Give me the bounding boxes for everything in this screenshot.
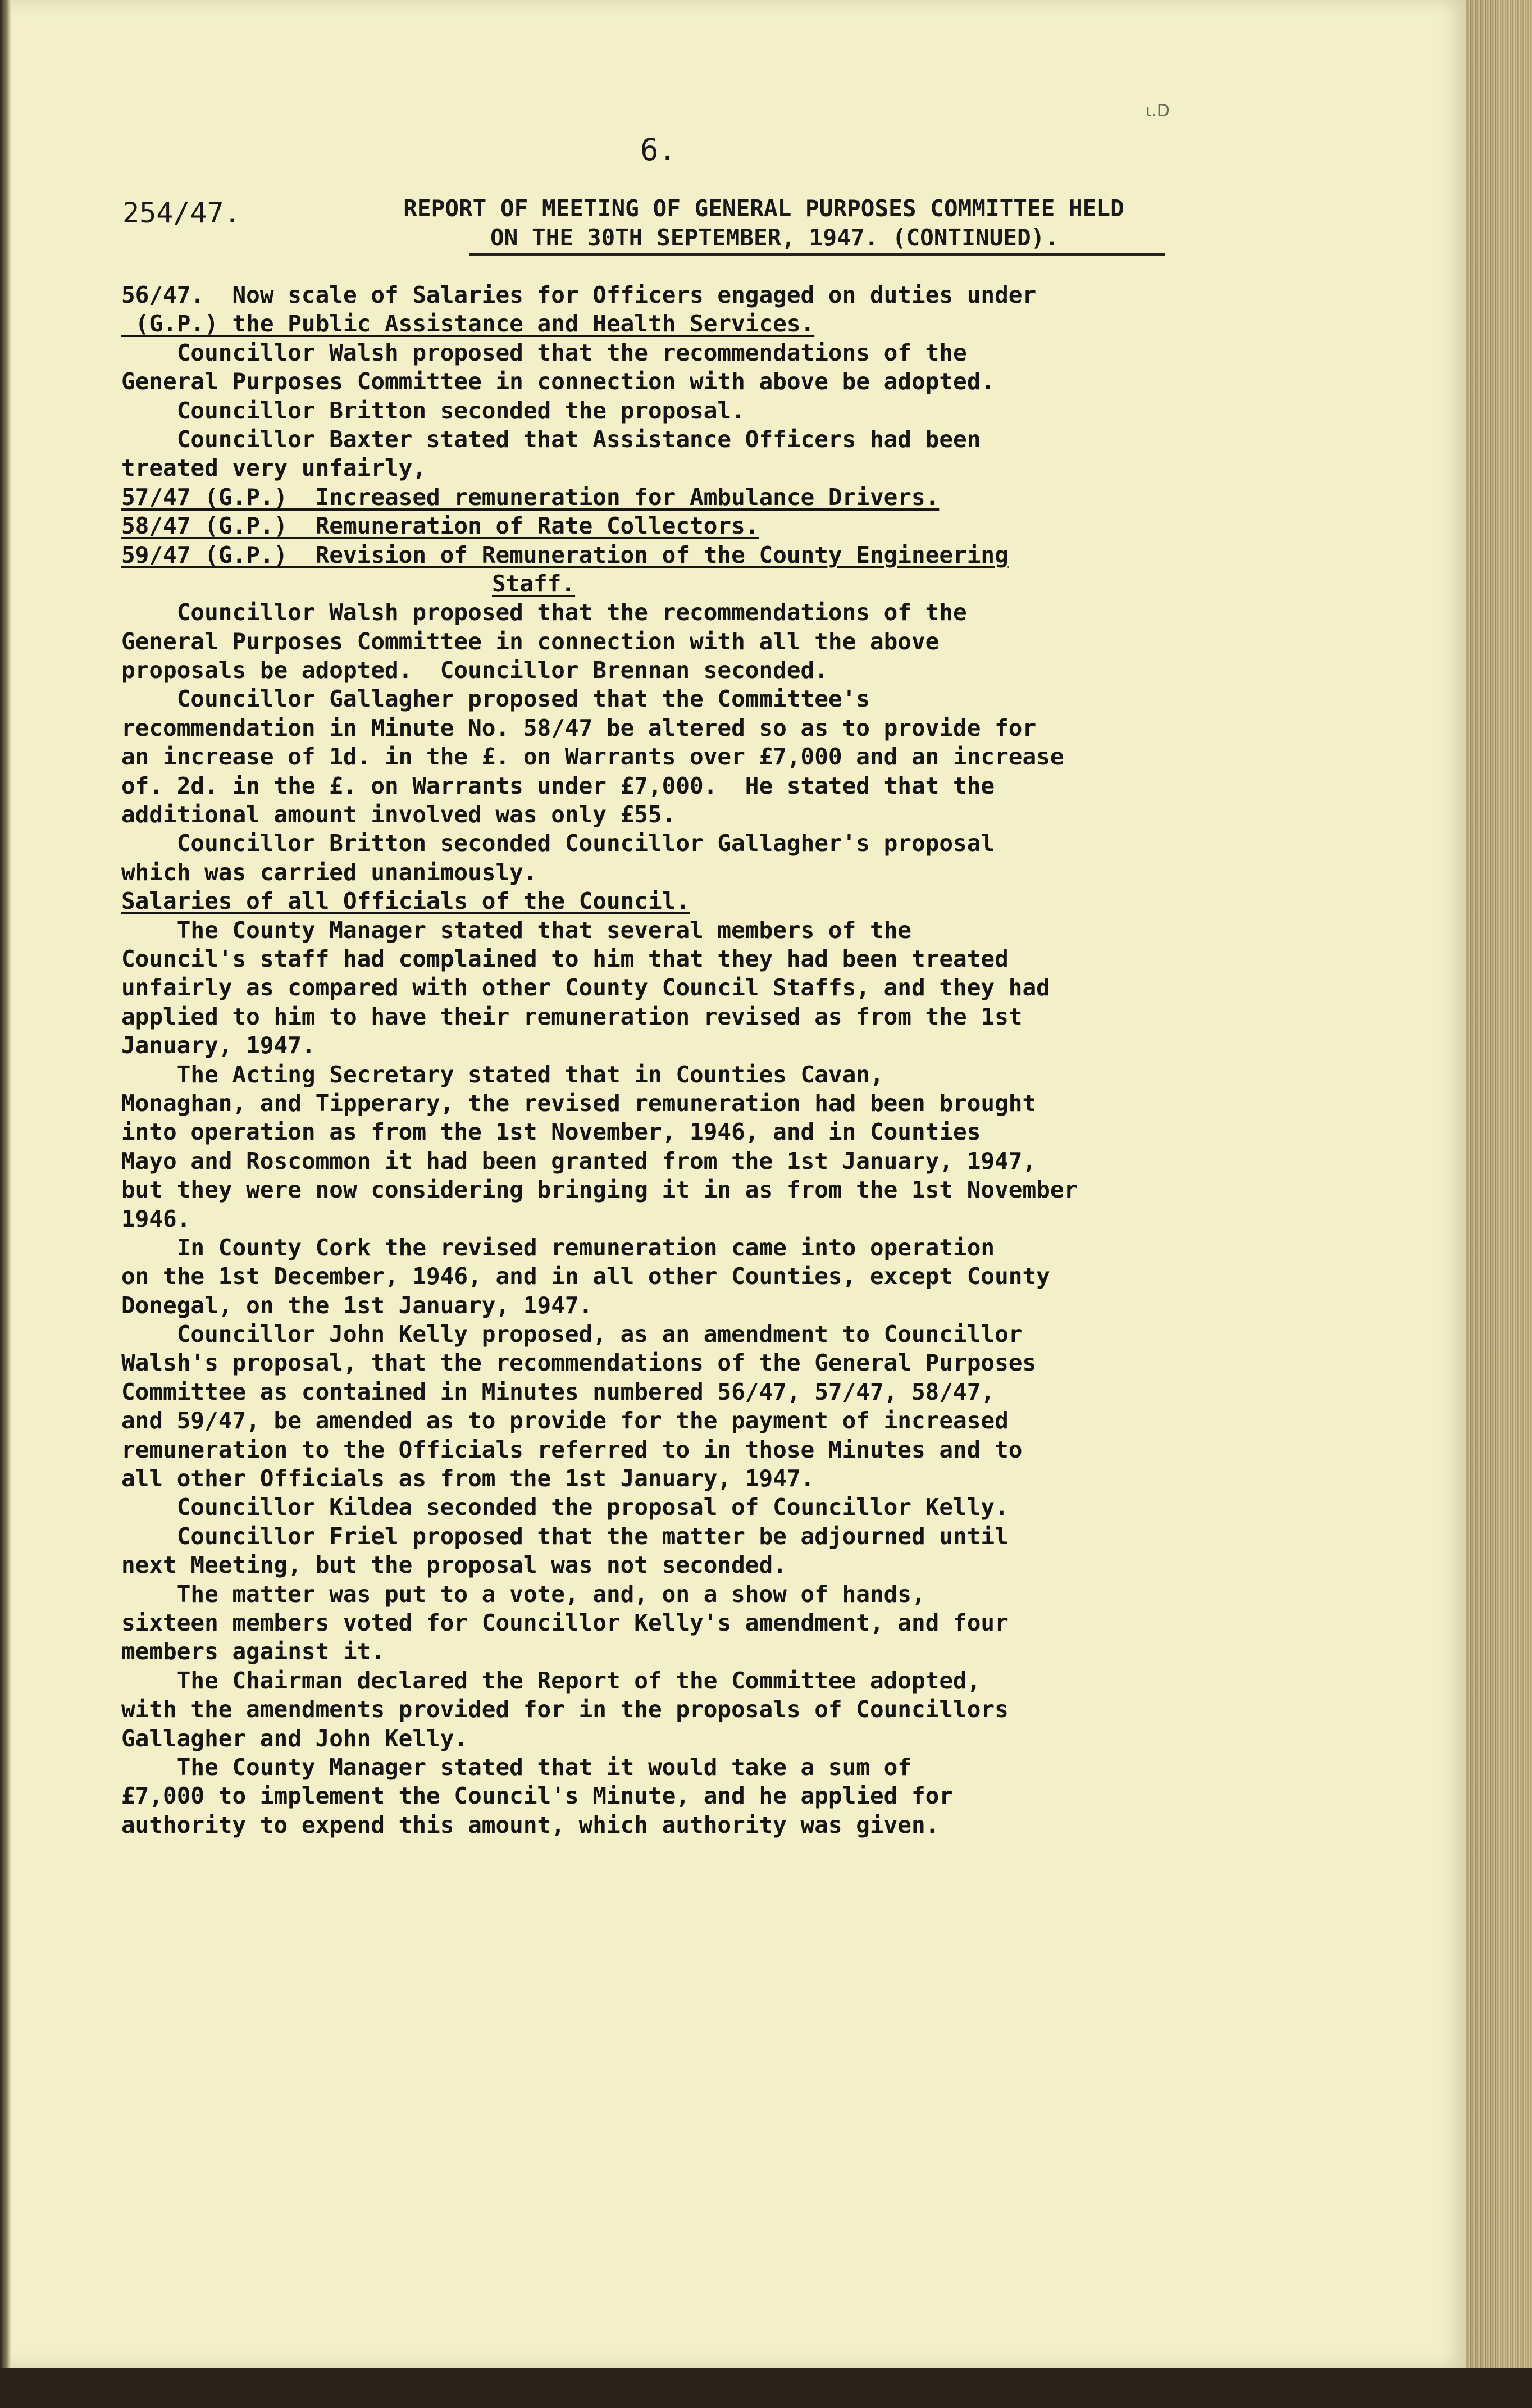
minutes-body xyxy=(121,281,1301,1840)
text-line: In County Cork the revised remuneration came into operation xyxy=(121,1233,995,1261)
text-line: Staff. xyxy=(492,570,576,597)
text-line: remuneration to the Officials referred to in those Minutes and to xyxy=(121,1436,1023,1463)
text-line: £7,000 to implement the Council's Minute, and he applied for xyxy=(121,1782,954,1810)
text-line: Councillor John Kelly proposed, as an amendment to Councillor xyxy=(121,1321,1023,1348)
text-line: General Purposes Committee in connection with above be adopted. xyxy=(121,368,995,395)
text-line: Councillor Britton seconded the proposal. xyxy=(121,397,745,424)
text-line: 1946. xyxy=(121,1205,191,1232)
text-line: with the amendments provided for in the proposals of Councillors xyxy=(121,1696,1009,1723)
text-line: proposals be adopted. Councillor Brennan seconded. xyxy=(121,657,828,684)
text-line: The County Manager stated that several members of the xyxy=(121,916,911,944)
text-line: applied to him to have their remuneration revised as from the 1st xyxy=(121,1003,1023,1030)
text-line: The Chairman declared the Report of the Committee adopted, xyxy=(121,1667,981,1694)
binding-gutter xyxy=(0,0,11,2368)
text-line: Councillor Gallagher proposed that the Committee's xyxy=(121,685,870,713)
minute-reference: 254/47. xyxy=(122,197,241,229)
text-line: The County Manager stated that it would take a sum of xyxy=(121,1753,911,1781)
text-line: treated very unfairly, xyxy=(121,454,427,482)
text-line: General Purposes Committee in connection with all the above xyxy=(121,627,940,655)
text-line: The matter was put to a vote, and, on a show of hands, xyxy=(121,1580,925,1608)
text-line: Salaries of all Officials of the Council. xyxy=(121,887,690,915)
text-line: Mayo and Roscommon it had been granted from the 1st January, 1947, xyxy=(121,1147,1037,1175)
text-line: members against it. xyxy=(121,1638,385,1665)
text-line: January, 1947. xyxy=(121,1032,316,1059)
page-stack-edge xyxy=(1466,0,1532,2408)
text-line: on the 1st December, 1946, and in all other Counties, except County xyxy=(121,1263,1050,1290)
text-line: recommendation in Minute No. 58/47 be altered so as to provide for xyxy=(121,714,1037,741)
text-line: Councillor Baxter stated that Assistance Officers had been xyxy=(121,425,981,453)
text-line: but they were now considering bringing it in as from the 1st November xyxy=(121,1176,1078,1204)
report-heading xyxy=(320,194,1207,256)
text-line: of. 2d. in the £. on Warrants under £7,000. He stated that the xyxy=(121,772,995,799)
heading-line-1: REPORT OF MEETING OF GENERAL PURPOSES COMMITTEE HELD xyxy=(403,195,1124,222)
text-line: Monaghan, and Tipperary, the revised remuneration had been brought xyxy=(121,1089,1037,1117)
text-line: Councillor Kildea seconded the proposal of Councillor Kelly. xyxy=(121,1494,1009,1521)
text-line: Donegal, on the 1st January, 1947. xyxy=(121,1291,593,1319)
corner-mark: ι.D xyxy=(1146,101,1170,121)
text-line: 59/47 (G.P.) Revision of Remuneration of the County Engineering xyxy=(121,541,1009,568)
text-line: next Meeting, but the proposal was not seconded. xyxy=(121,1551,787,1579)
text-line: unfairly as compared with other County Council Staffs, and they had xyxy=(121,974,1050,1002)
text-line: Gallagher and John Kelly. xyxy=(121,1724,468,1752)
text-line: Councillor Britton seconded Councillor Gallagher's proposal xyxy=(121,830,995,857)
text-line: which was carried unanimously. xyxy=(121,858,537,886)
text-line: all other Officials as from the 1st January, 1947. xyxy=(121,1465,815,1492)
text-line: into operation as from the 1st November, 1946, and in Counties xyxy=(121,1118,981,1146)
text-line: authority to expend this amount, which authority was given. xyxy=(121,1811,940,1838)
text-line: Council's staff had complained to him that they had been treated xyxy=(121,945,1009,972)
text-line: The Acting Secretary stated that in Counties Cavan, xyxy=(121,1060,884,1088)
text-line: 56/47. Now scale of Salaries for Officers engaged on duties under xyxy=(121,281,1037,308)
page-number: 6. xyxy=(640,132,677,167)
heading-line-2: ON THE 30TH SEPTEMBER, 1947. (CONTINUED). xyxy=(469,223,1165,256)
text-line: 57/47 (G.P.) Increased remuneration for Ambulance Drivers. xyxy=(121,483,940,511)
text-line: Councillor Walsh proposed that the recommendations of the xyxy=(121,599,967,626)
text-line: Councillor Friel proposed that the matter be adjourned until xyxy=(121,1522,1009,1550)
text-line: additional amount involved was only £55. xyxy=(121,801,676,829)
scan-border xyxy=(0,2368,1532,2408)
text-line: Committee as contained in Minutes numbered 56/47, 57/47, 58/47, xyxy=(121,1378,995,1405)
text-line: (G.P.) the Public Assistance and Health Services. xyxy=(121,310,815,338)
text-line: sixteen members voted for Councillor Kelly's amendment, and four xyxy=(121,1609,1009,1636)
text-line: Walsh's proposal, that the recommendations of the General Purposes xyxy=(121,1349,1037,1377)
text-line: an increase of 1d. in the £. on Warrants over £7,000 and an increase xyxy=(121,743,1064,771)
text-line: and 59/47, be amended as to provide for the payment of increased xyxy=(121,1407,1009,1435)
text-line: Councillor Walsh proposed that the recommendations of the xyxy=(121,339,967,366)
text-line: 58/47 (G.P.) Remuneration of Rate Collectors. xyxy=(121,512,759,540)
